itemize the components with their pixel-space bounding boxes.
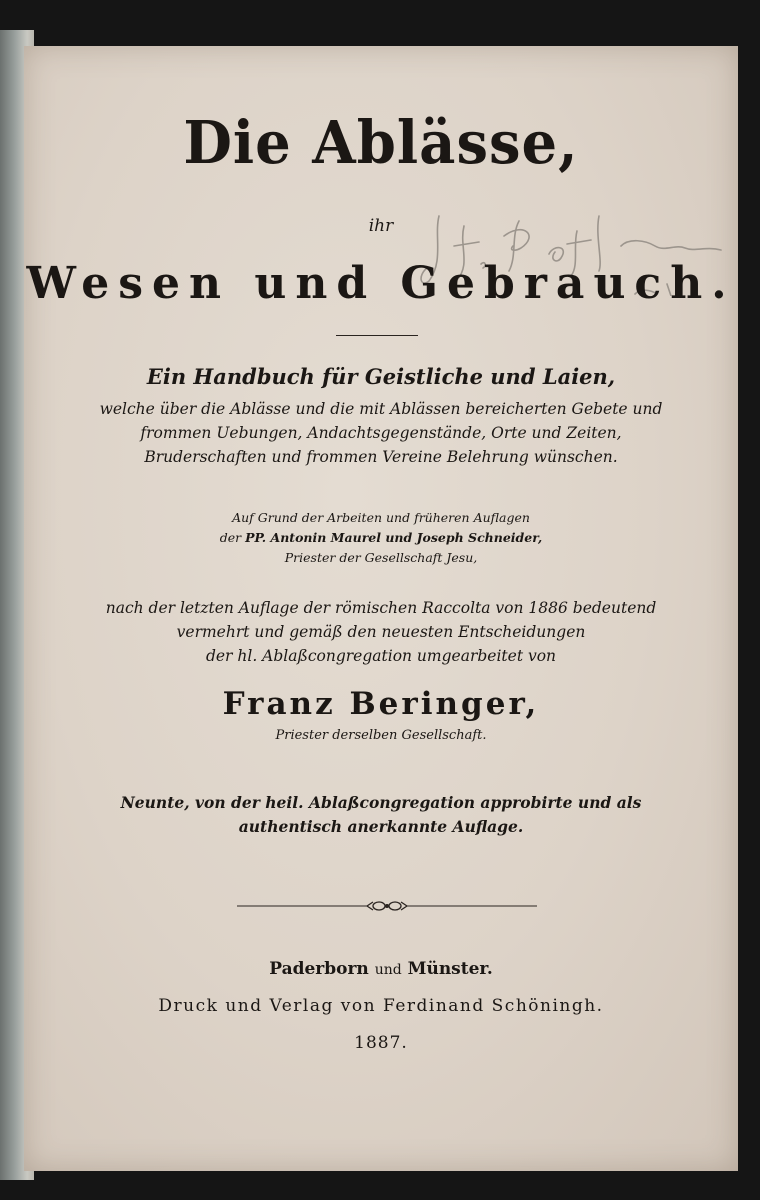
description-line: Bruderschaften und frommen Vereine Belehrung wünschen.	[144, 448, 618, 466]
ornament-divider	[237, 896, 537, 916]
approval-line: Neunte, von der heil. Ablaßcongregation approbirte und als	[120, 793, 642, 812]
approval-line: authentisch anerkannte Auflage.	[238, 817, 524, 836]
city-muenster: Münster.	[407, 959, 493, 979]
basis-prefix: der	[219, 530, 242, 545]
author-name: Franz Beringer,	[222, 686, 540, 722]
description-line: welche über die Ablässe und die mit Ablässen bereicherten Gebete und	[99, 400, 663, 418]
book-subtitle: Wesen und Gebrauch.	[26, 258, 736, 309]
title-connector: ihr	[368, 216, 394, 236]
edition-line: der hl. Ablaßcongregation umgearbeitet von	[205, 647, 557, 665]
original-authors: PP. Antonin Maurel und Joseph Schneider,	[245, 530, 543, 545]
basis-statement	[24, 508, 738, 568]
book-title: Die Ablässe,	[183, 108, 579, 178]
author-role: Priester derselben Gesellschaft.	[275, 728, 487, 743]
publisher-name: Druck und Verlag von Ferdinand Schöningh.	[158, 996, 604, 1016]
edition-line: nach der letzten Auflage der römischen Raccolta von 1886 bedeutend	[105, 599, 657, 617]
publication-year: 1887.	[354, 1033, 408, 1053]
edition-line: vermehrt und gemäß den neuesten Entscheidungen	[176, 623, 586, 641]
city-paderborn: Paderborn	[269, 959, 369, 979]
basis-line	[24, 528, 738, 548]
divider-rule	[336, 335, 418, 336]
publisher-place	[24, 959, 738, 979]
basis-line: Priester der Gesellschaft Jesu,	[284, 550, 478, 565]
edition-statement	[24, 596, 738, 668]
approval-statement	[24, 791, 738, 839]
description-line: frommen Uebungen, Andachtsgegenstände, Orte und Zeiten,	[140, 424, 622, 442]
basis-line: Auf Grund der Arbeiten und früheren Auflagen	[232, 510, 530, 525]
handbook-title: Ein Handbuch für Geistliche und Laien,	[146, 364, 616, 389]
title-page	[24, 46, 738, 1171]
city-connector: und	[374, 962, 402, 978]
handbook-description	[24, 397, 738, 469]
